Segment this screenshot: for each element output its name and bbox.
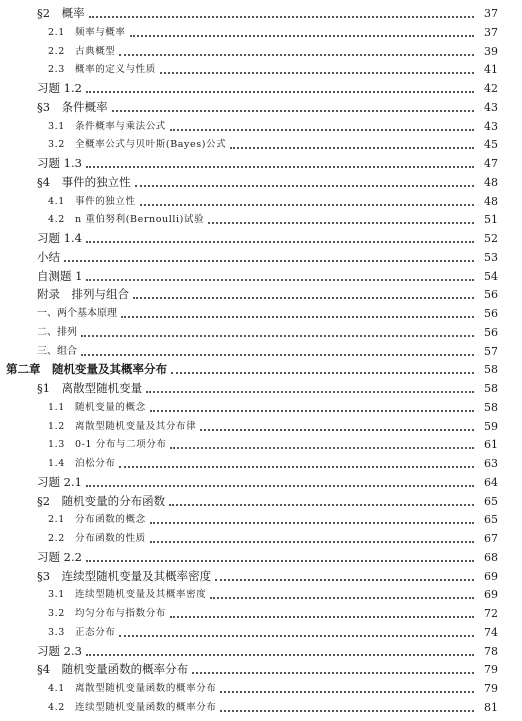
- toc-entry-title: 1.2 离散型随机变量及其分布律: [48, 420, 197, 432]
- toc-entry-title: 三、组合: [37, 345, 77, 357]
- toc-entry-page: 56: [484, 288, 498, 302]
- toc-entry-page: 58: [484, 363, 498, 377]
- toc-entry-page: 41: [484, 63, 498, 77]
- toc-entry-page: 42: [484, 82, 498, 95]
- toc-entry-page: 56: [484, 307, 498, 320]
- toc-entry-page: 43: [484, 119, 498, 133]
- toc-entry-title: 4.2 连续型随机变量函数的概率分布: [48, 701, 217, 713]
- toc-entry: [0, 79, 522, 98]
- toc-entry: [0, 492, 522, 511]
- toc-entry-title: 2.1 频率与概率: [48, 26, 126, 38]
- toc-entry: [0, 323, 522, 342]
- toc-entry-title: 3.2 全概率公式与贝叶斯(Bayes)公式: [48, 139, 227, 151]
- toc-entry-page: 79: [484, 682, 498, 695]
- toc-entry: [0, 285, 522, 304]
- dot-leader: [64, 259, 474, 262]
- toc-entry-title: 2.3 概率的定义与性质: [48, 64, 156, 76]
- toc-entry-title: 4.2 n 重伯努利(Bernoulli)试验: [48, 214, 205, 226]
- toc-entry-title: 3.2 均匀分布与指数分布: [48, 608, 166, 619]
- toc-entry-page: 65: [484, 513, 498, 527]
- toc-entry: [0, 529, 522, 548]
- toc-entry-page: 57: [484, 344, 498, 358]
- toc-entry-title: 3.1 条件概率与乘法公式: [48, 120, 166, 132]
- toc-entry: [0, 23, 522, 42]
- dot-leader: [140, 203, 474, 206]
- toc-entry-title: 自测题 1: [37, 268, 83, 283]
- toc-entry: [0, 698, 522, 717]
- toc-entry: [0, 510, 522, 529]
- toc-entry: [0, 548, 522, 567]
- dot-leader: [119, 53, 474, 56]
- toc-entry-page: 78: [484, 644, 498, 658]
- toc-entry-page: 74: [484, 625, 498, 639]
- toc-entry: [0, 154, 522, 173]
- dot-leader: [160, 71, 474, 74]
- toc-entry-page: 65: [484, 494, 498, 508]
- toc-entry-title: 4.1 离散型随机变量函数的概率分布: [48, 683, 217, 694]
- toc-entry-page: 67: [484, 532, 498, 545]
- toc-entry-page: 39: [484, 44, 498, 58]
- toc-entry-title: 第二章 随机变量及其概率分布: [6, 362, 167, 377]
- dot-leader: [130, 34, 474, 37]
- toc-entry-title: 3.1 连续型随机变量及其概率密度: [48, 589, 207, 601]
- toc-entry-title: 2.1 分布函数的概念: [48, 514, 146, 526]
- dot-leader: [210, 596, 474, 599]
- toc-entry-page: 43: [484, 100, 498, 114]
- toc-entry: [0, 210, 522, 229]
- toc-entry-page: 63: [484, 457, 498, 470]
- toc-entry-page: 72: [484, 607, 498, 620]
- dot-leader: [81, 334, 474, 337]
- toc-entry: [0, 660, 522, 679]
- toc-entry-title: 小结: [37, 249, 60, 264]
- dot-leader: [86, 484, 474, 487]
- toc-entry: [0, 173, 522, 192]
- toc-entry: [0, 567, 522, 586]
- dot-leader: [135, 184, 474, 187]
- toc-entry-title: §3 连续型随机变量及其概率密度: [37, 568, 212, 583]
- dot-leader: [208, 221, 474, 224]
- toc-entry: [0, 60, 522, 79]
- toc-entry-page: 48: [484, 194, 498, 208]
- toc-entry: [0, 192, 522, 211]
- toc-entry-title: 附录 排列与组合: [37, 287, 129, 302]
- toc-entry-page: 52: [484, 232, 498, 245]
- toc-entry: [0, 604, 522, 623]
- toc-entry: [0, 304, 522, 323]
- dot-leader: [133, 296, 474, 299]
- toc-entry: [0, 454, 522, 473]
- toc-entry: [0, 135, 522, 154]
- toc-entry-page: 81: [484, 700, 498, 714]
- toc-entry-title: 习题 1.4: [37, 231, 82, 245]
- toc-entry-title: §4 随机变量函数的概率分布: [37, 662, 189, 677]
- toc-entry-title: 习题 2.1: [37, 474, 82, 489]
- toc-entry: [0, 398, 522, 417]
- toc-entry: [0, 585, 522, 604]
- dot-leader: [86, 559, 474, 562]
- toc-entry-page: 64: [484, 475, 498, 489]
- toc-entry: [0, 4, 522, 23]
- toc-entry-title: §3 条件概率: [37, 99, 108, 114]
- dot-leader: [150, 521, 474, 524]
- toc-entry-title: 一、两个基本原理: [37, 308, 117, 319]
- dot-leader: [81, 353, 474, 356]
- toc-entry-page: 58: [484, 400, 498, 414]
- dot-leader: [169, 503, 474, 506]
- dot-leader: [86, 278, 474, 281]
- toc-entry-title: 4.1 事件的独立性: [48, 195, 136, 207]
- dot-leader: [86, 653, 474, 656]
- toc-entry-page: 56: [484, 325, 498, 339]
- toc-entry: [0, 679, 522, 698]
- dot-leader: [121, 315, 474, 318]
- dot-leader: [220, 709, 474, 712]
- toc-entry-title: 习题 1.2: [37, 81, 82, 95]
- dot-leader: [86, 90, 474, 93]
- toc-entry: [0, 98, 522, 117]
- toc-entry-page: 53: [484, 250, 498, 264]
- toc-entry-page: 69: [484, 588, 498, 602]
- dot-leader: [146, 390, 474, 393]
- dot-leader: [119, 634, 474, 637]
- toc-entry-title: 习题 2.2: [37, 549, 82, 564]
- dot-leader: [230, 146, 474, 149]
- dot-leader: [86, 240, 474, 243]
- toc-entry-page: 45: [484, 138, 498, 152]
- toc-entry: [0, 623, 522, 642]
- toc-entry: [0, 473, 522, 492]
- toc-entry-page: 48: [484, 175, 498, 189]
- toc-entry-page: 79: [484, 663, 498, 677]
- dot-leader: [89, 15, 474, 18]
- dot-leader: [150, 409, 474, 412]
- toc-entry-page: 54: [484, 269, 498, 283]
- toc-entry-title: §1 离散型随机变量: [37, 381, 143, 395]
- toc-entry: [0, 117, 522, 136]
- toc-entry-page: 51: [484, 213, 498, 227]
- toc-entry-title: §2 概率: [37, 6, 85, 20]
- toc-entry-title: 1.3 0-1 分布与二项分布: [48, 439, 167, 451]
- toc-entry-page: 47: [484, 157, 498, 170]
- toc-entry: [0, 42, 522, 61]
- toc-entry-title: §4 事件的独立性: [37, 174, 131, 189]
- dot-leader: [192, 671, 474, 674]
- toc-entry: [0, 417, 522, 436]
- toc-entry: [0, 360, 522, 379]
- dot-leader: [86, 165, 474, 168]
- toc-entry-title: 习题 1.3: [37, 156, 82, 170]
- dot-leader: [119, 465, 474, 468]
- toc-entry-page: 58: [484, 382, 498, 395]
- toc-entry-title: 1.1 随机变量的概念: [48, 401, 146, 413]
- dot-leader: [215, 578, 474, 581]
- toc-entry: [0, 267, 522, 286]
- toc-entry: [0, 435, 522, 454]
- dot-leader: [150, 540, 474, 543]
- toc-entry-page: 69: [484, 569, 498, 583]
- toc-entry-title: 1.4 泊松分布: [48, 458, 116, 469]
- toc-entry: [0, 379, 522, 398]
- toc-entry-page: 61: [484, 438, 498, 452]
- toc-entry-page: 37: [484, 7, 498, 20]
- toc-entry-title: 习题 2.3: [37, 643, 82, 658]
- dot-leader: [170, 446, 474, 449]
- toc-entry: [0, 248, 522, 267]
- toc-entry-title: 二、排列: [37, 326, 77, 338]
- toc-entry-page: 68: [484, 550, 498, 564]
- toc-entry: [0, 229, 522, 248]
- dot-leader: [200, 428, 474, 431]
- dot-leader: [220, 690, 474, 693]
- toc-entry-title: §2 随机变量的分布函数: [37, 493, 166, 508]
- dot-leader: [170, 615, 474, 618]
- dot-leader: [170, 128, 474, 131]
- toc-entry-page: 59: [484, 419, 498, 433]
- toc-entry-page: 37: [484, 25, 498, 39]
- toc-entry-title: 3.3 正态分布: [48, 626, 116, 638]
- toc-entry: [0, 342, 522, 361]
- toc-entry-title: 2.2 分布函数的性质: [48, 533, 146, 544]
- toc-entry-title: 2.2 古典概型: [48, 45, 116, 57]
- toc-entry: [0, 642, 522, 661]
- dot-leader: [112, 109, 474, 112]
- dot-leader: [171, 371, 474, 374]
